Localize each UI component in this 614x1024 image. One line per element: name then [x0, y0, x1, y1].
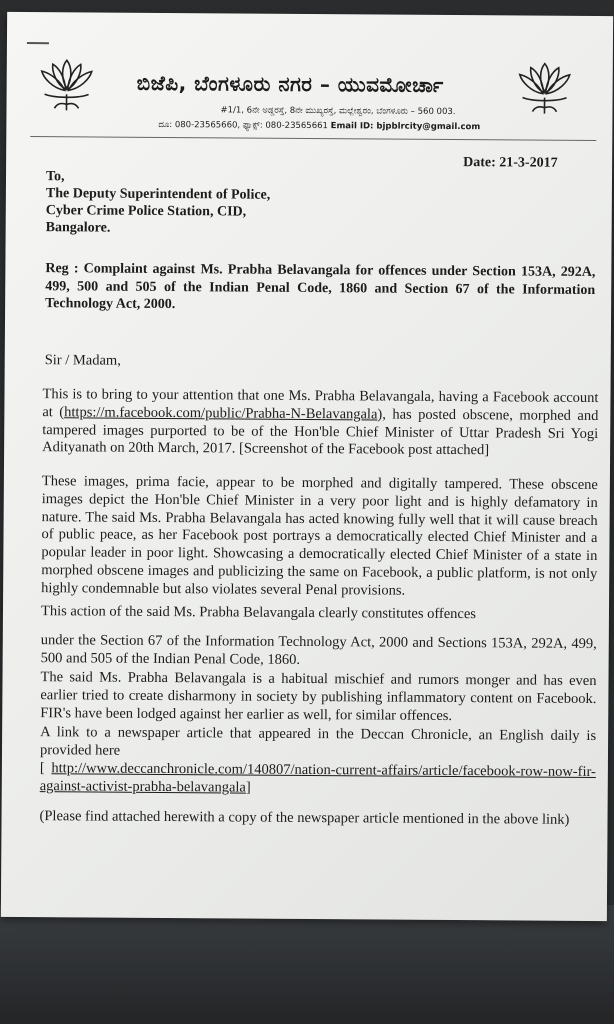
link-bracket-close: ] [245, 779, 251, 796]
paragraph-1-text-b: ), has posted obscene, morphed and tampered images purported to be of the Hon'ble Chief Minister of Uttar Pradesh Sri Yogi Adityanath on 20th March, 2017. [Screenshot of the Facebook post attached] [42, 406, 599, 459]
recipient-line-2: Cyber Crime Police Station, CID, [45, 203, 247, 220]
background-desk [0, 905, 614, 1024]
facebook-link[interactable]: https://m.facebook.com/public/Prabha-N-Belavangala [64, 404, 378, 423]
paragraph-1-text-a: This is to bring to your attention that one Ms. Prabha Belavangala, having a Facebook account at ( [42, 386, 599, 421]
letterhead-address: #1/1, 6ನೇ ಅಡ್ಡರಸ್ತೆ, 8ನೇ ಮುಖ್ಯರಸ್ತೆ, ಮಲ್ಲೇಶ್ವರಂ, ಬೆಂಗಳೂರು – 560 003. [220, 105, 456, 118]
paragraph-7 [40, 760, 596, 799]
paragraph-1 [42, 386, 598, 461]
letter-page [1, 12, 613, 921]
letterhead-divider [30, 136, 596, 141]
margin-mark [27, 42, 49, 44]
subject-line: Reg : Complaint against Ms. Prabha Belavangala for offences under Section 153A, 292A, 499, 500 and 505 of the Indian Penal Code, 1860 and Section 67 of the Information Technology Act, 2000. [45, 261, 596, 313]
link-bracket-open: [ [39, 760, 52, 777]
letterhead-phone: ದೂ: 080-23565660, ಫ್ಯಾಕ್ಸ್: 080-23565661 [158, 119, 328, 132]
paragraph-3: This action of the said Ms. Prabha Belavangala clearly constitutes offences [40, 603, 477, 623]
lotus-logo-left [36, 58, 96, 114]
letterhead-email: Email ID: bjpblrcity@gmail.com [330, 121, 481, 133]
deccan-chronicle-link[interactable]: http://www.deccanchronicle.com/140807/nation-current-affairs/article/facebook-row-now-fir-against-activist-prabha-belavangala [39, 760, 596, 796]
recipient-block [46, 168, 271, 238]
organization-name: ಬಿಜೆಪಿ, ಬೆಂಗಳೂರು ನಗರ – ಯುವಮೋರ್ಚಾ [136, 70, 444, 97]
paragraph-5: The said Ms. Prabha Belavangala is a habitual mischief and rumors monger and has even earlier tried to create disharmony in society by publishing inflammatory content on Facebook. FIR's have been lodged against her earlier as well, for similar offences. [40, 669, 597, 724]
lotus-logo-right [514, 61, 574, 117]
paragraph-2: These images, prima facie, appear to be morphed and digitally tampered. These obscene images depict the Hon'ble Chief Minister in a very poor light and is highly defamatory in nature. The said Ms. Prabha Belavangala has acted knowing fully well that it will cause breach of public peace, as her Facebook post portrays a democratically elected Chief Minister and a popular leader in poor light. Showcasing a democratically elected Chief Minister of a state in morphed obscene images and publicizing the same on Facebook, a public platform, is not only highly condemnable but also violates several Penal provisions. [41, 473, 598, 599]
paragraph-8: (Please find attached herewith a copy of the newspaper article mentioned in the above link) [39, 808, 570, 828]
recipient-line-3: Bangalore. [45, 220, 111, 236]
letter-date: Date: 21-3-2017 [463, 155, 558, 171]
salutation: Sir / Madam, [44, 352, 121, 369]
letterhead-contact [158, 120, 480, 132]
paragraph-6: A link to a newspaper article that appeared in the Deccan Chronicle, an English daily is provided here [39, 724, 597, 759]
recipient-to: To, [45, 169, 65, 185]
paragraph-4: under the Section 67 of the Information Technology Act, 2000 and Sections 153A, 292A, 499, 500 and 505 of the Indian Penal Code, 1860. [40, 632, 597, 668]
recipient-line-1: The Deputy Superintendent of Police, [45, 186, 271, 203]
